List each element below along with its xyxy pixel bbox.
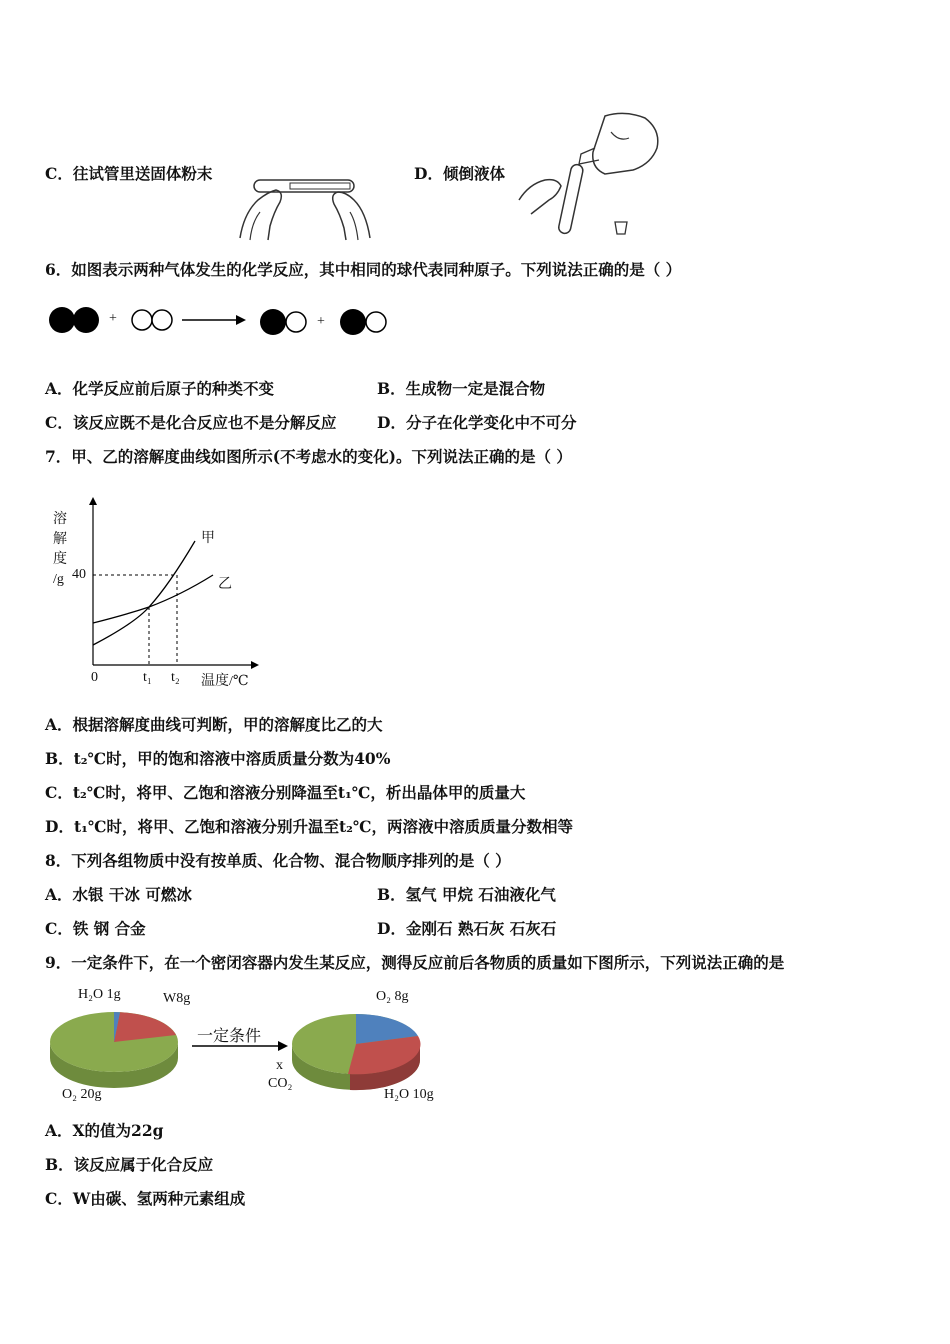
q8-option-c: C．铁 钢 合金 [45, 919, 146, 938]
before-o2-label: O₂ 20g [62, 1087, 102, 1102]
q5-option-c: C．往试管里送固体粉末 [45, 164, 213, 183]
y-tick-40: 40 [72, 567, 86, 582]
t2-label: t₂ [171, 670, 180, 685]
q9-option-c: C．W由碳、氢两种元素组成 [45, 1189, 246, 1208]
q6-option-c: C．该反应既不是化合反应也不是分解反应 [45, 413, 337, 432]
q7-option-c: C．t₂℃时，将甲、乙饱和溶液分别降温至t₁℃，析出晶体甲的质量大 [45, 783, 526, 802]
q7-option-a: A．根据溶解度曲线可判断，甲的溶解度比乙的大 [45, 715, 383, 734]
plus-sign: + [317, 314, 325, 329]
arrow-label: 一定条件 [197, 1028, 262, 1045]
after-h2o-label: H₂O 10g [384, 1087, 434, 1102]
q6-option-b: B．生成物一定是混合物 [377, 379, 546, 398]
q7-option-b: B．t₂℃时，甲的饱和溶液中溶质质量分数为40% [45, 749, 391, 768]
black-atom [340, 309, 366, 335]
x-axis-label: 温度/℃ [201, 674, 249, 689]
arrow-head [236, 315, 246, 325]
white-atom [286, 312, 306, 332]
before-h2o-label: H₂O 1g [78, 987, 121, 1002]
q8-option-b: B．氢气 甲烷 石油液化气 [377, 885, 556, 904]
q7-stem: 7．甲、乙的溶解度曲线如图所示(不考虑水的变化)。下列说法正确的是（ ） [45, 447, 572, 466]
q5-option-d: D．倾倒液体 [414, 164, 505, 183]
q9-option-a: A．X的值为22g [45, 1121, 164, 1140]
q6-option-a: A．化学反应前后原子的种类不变 [45, 379, 275, 398]
white-atom [132, 310, 152, 330]
before-w-label: W8g [163, 991, 191, 1006]
after-co2-label: CO₂ [268, 1076, 293, 1091]
q8-stem: 8．下列各组物质中没有按单质、化合物、混合物顺序排列的是（ ） [45, 851, 511, 870]
after-o2-label: O₂ 8g [376, 989, 409, 1004]
origin-label: 0 [91, 670, 98, 685]
curve-jia-label: 甲 [201, 531, 215, 546]
q8-option-d: D．金刚石 熟石灰 石灰石 [377, 919, 557, 938]
powder-into-test-tube-illustration [230, 168, 380, 243]
curve-yi [93, 575, 213, 623]
black-atom [73, 307, 99, 333]
black-atom [260, 309, 286, 335]
y-axis-label: 溶 解 度 /g [53, 512, 67, 587]
reaction-arrow [192, 1040, 288, 1052]
q8-option-a: A．水银 干冰 可燃冰 [45, 885, 192, 904]
black-atom [49, 307, 75, 333]
pouring-liquid-illustration [515, 108, 665, 240]
pie-after [290, 1010, 422, 1090]
q7-option-d: D．t₁℃时，将甲、乙饱和溶液分别升温至t₂℃，两溶液中溶质质量分数相等 [45, 817, 573, 836]
after-x-label: x [276, 1058, 283, 1073]
q6-option-d: D．分子在化学变化中不可分 [377, 413, 577, 432]
t1-label: t₁ [143, 670, 152, 685]
q9-option-b: B．该反应属于化合反应 [45, 1155, 214, 1174]
q6-stem: 6．如图表示两种气体发生的化学反应，其中相同的球代表同种原子。下列说法正确的是（ ） [45, 260, 682, 279]
curve-yi-label: 乙 [218, 577, 232, 592]
solubility-curve-graph [45, 495, 265, 685]
q9-stem: 9．一定条件下，在一个密闭容器内发生某反应，测得反应前后各物质的质量如下图所示，下列说法正确的是 [45, 953, 785, 972]
pie-before [48, 1008, 180, 1088]
molecule-reaction-diagram [48, 302, 398, 342]
white-atom [366, 312, 386, 332]
plus-sign: + [109, 311, 117, 326]
white-atom [152, 310, 172, 330]
